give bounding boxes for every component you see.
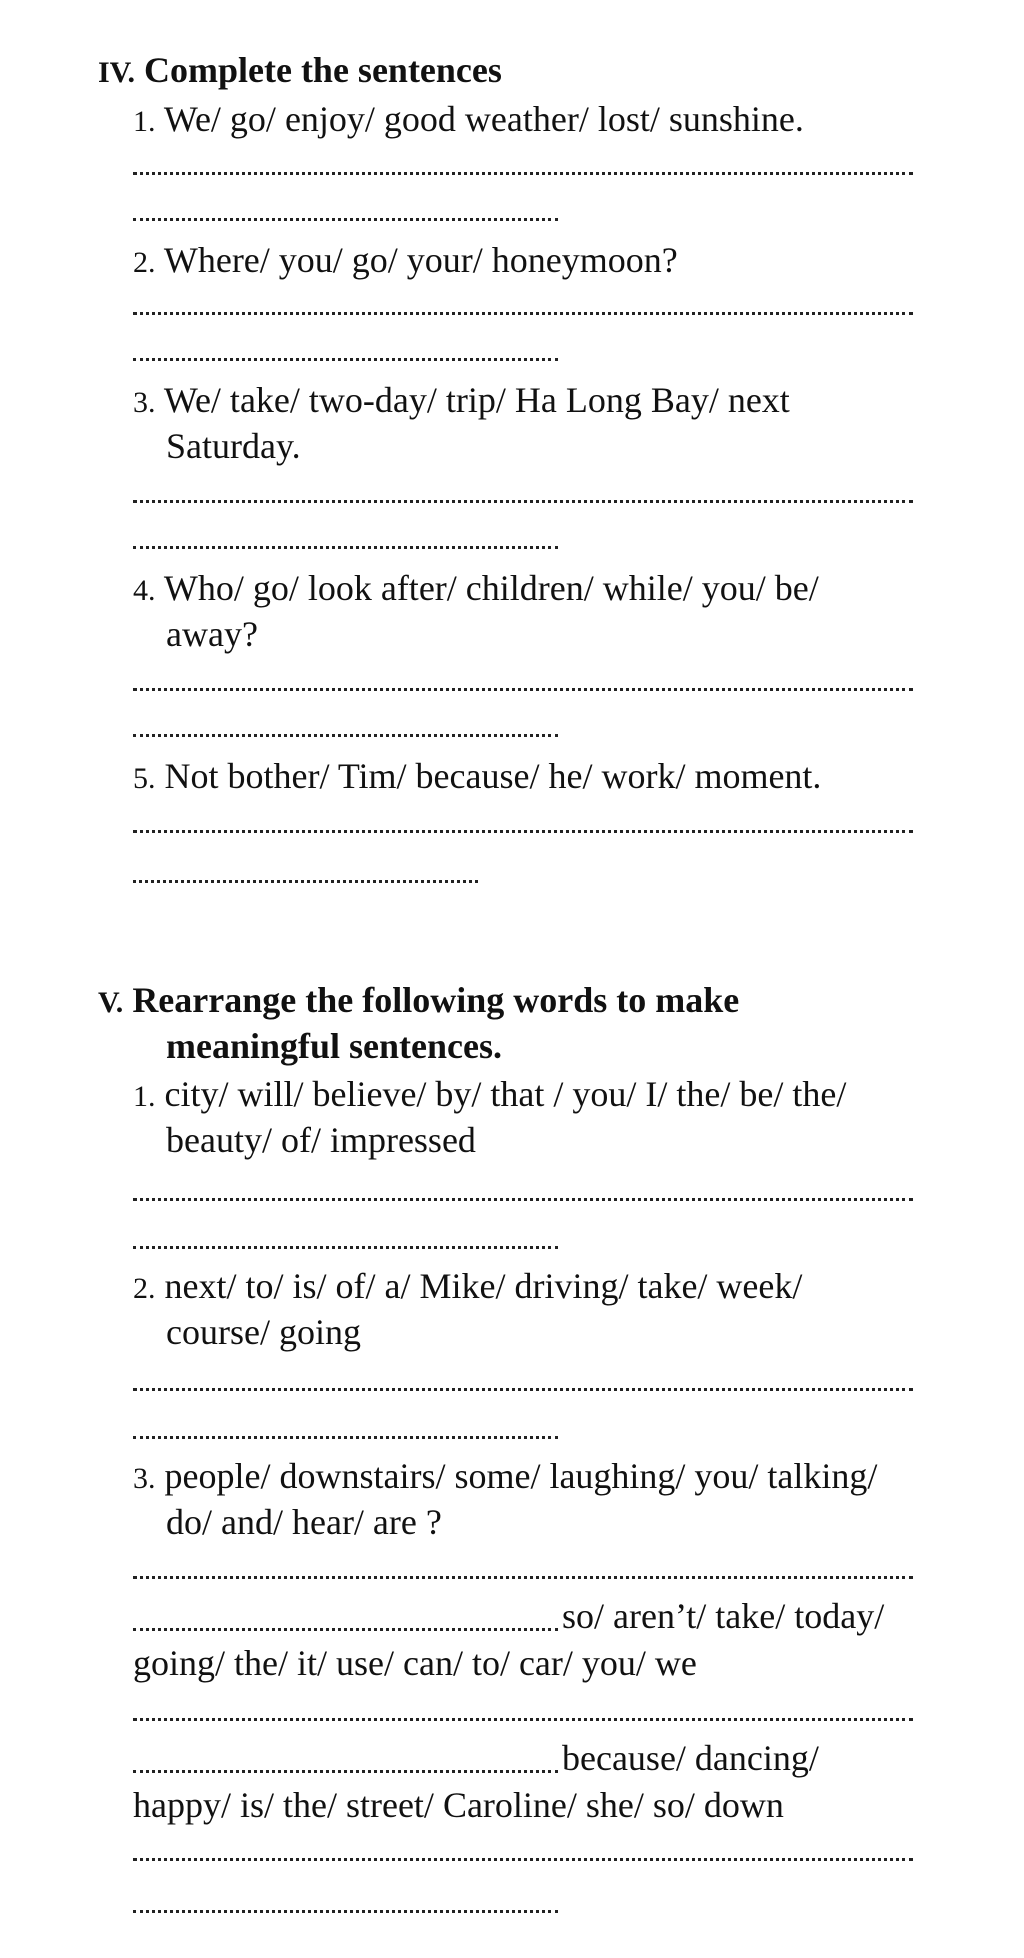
answer-line[interactable] bbox=[133, 830, 913, 833]
item-number: 3. bbox=[133, 386, 156, 419]
answer-line[interactable] bbox=[133, 546, 558, 549]
item-number: 1. bbox=[133, 105, 156, 138]
prompt-fragment: so/ aren’t/ take/ today/ bbox=[562, 1596, 885, 1636]
exercise-item bbox=[133, 1072, 846, 1119]
item-prompt-continuation: beauty/ of/ impressed bbox=[166, 1120, 476, 1160]
answer-line[interactable] bbox=[133, 1858, 913, 1861]
exercise-item bbox=[133, 378, 790, 425]
item-number: 4. bbox=[133, 574, 156, 607]
section-title: Rearrange the following words to make bbox=[132, 980, 740, 1020]
answer-line[interactable] bbox=[133, 1436, 558, 1439]
item-number: 1. bbox=[133, 1080, 156, 1113]
answer-line[interactable] bbox=[133, 172, 913, 175]
answer-line[interactable] bbox=[133, 1770, 558, 1773]
exercise-item bbox=[133, 238, 678, 285]
answer-line[interactable] bbox=[133, 312, 913, 315]
item-number: 5. bbox=[133, 762, 156, 795]
section-heading-v bbox=[98, 978, 739, 1025]
section-numeral: IV. bbox=[98, 56, 135, 89]
item-number: 2. bbox=[133, 246, 156, 279]
answer-line[interactable] bbox=[133, 1198, 913, 1201]
answer-line[interactable] bbox=[133, 1388, 913, 1391]
answer-line[interactable] bbox=[133, 1628, 558, 1631]
item-prompt: Not bother/ Tim/ because/ he/ work/ moment. bbox=[164, 756, 822, 796]
item-number: 3. bbox=[133, 1462, 156, 1495]
section-heading-iv bbox=[98, 48, 502, 95]
exercise-item bbox=[133, 754, 821, 801]
exercise-item bbox=[133, 1454, 877, 1501]
item-prompt-continuation: do/ and/ hear/ are ? bbox=[166, 1502, 442, 1542]
answer-line[interactable] bbox=[133, 734, 558, 737]
item-number: 2. bbox=[133, 1272, 156, 1305]
item-prompt: We/ take/ two-day/ trip/ Ha Long Bay/ next bbox=[163, 380, 790, 420]
item-prompt-continuation: Saturday. bbox=[166, 426, 301, 466]
section-numeral: V. bbox=[98, 986, 124, 1019]
answer-line[interactable] bbox=[133, 218, 558, 221]
item-prompt: Who/ go/ look after/ children/ while/ you/ be/ bbox=[163, 568, 819, 608]
answer-line[interactable] bbox=[133, 1910, 558, 1913]
section-title-continuation: meaningful sentences. bbox=[166, 1026, 502, 1066]
answer-line[interactable] bbox=[133, 358, 558, 361]
prompt-fragment: because/ dancing/ bbox=[562, 1738, 819, 1778]
answer-line[interactable] bbox=[133, 688, 913, 691]
answer-line[interactable] bbox=[133, 880, 478, 883]
answer-line[interactable] bbox=[133, 1576, 913, 1579]
exercise-item bbox=[133, 566, 819, 613]
answer-line[interactable] bbox=[133, 1718, 913, 1721]
answer-line[interactable] bbox=[133, 500, 913, 503]
item-prompt-continuation: away? bbox=[166, 614, 258, 654]
prompt-line: going/ the/ it/ use/ can/ to/ car/ you/ we bbox=[133, 1643, 697, 1683]
item-prompt: people/ downstairs/ some/ laughing/ you/ talking/ bbox=[164, 1456, 878, 1496]
section-title: Complete the sentences bbox=[143, 50, 502, 90]
answer-line[interactable] bbox=[133, 1246, 558, 1249]
prompt-line: happy/ is/ the/ street/ Caroline/ she/ so/ down bbox=[133, 1785, 784, 1825]
item-prompt-continuation: course/ going bbox=[166, 1312, 361, 1352]
item-prompt: city/ will/ believe/ by/ that / you/ I/ the/ be/ the/ bbox=[164, 1074, 847, 1114]
item-prompt: We/ go/ enjoy/ good weather/ lost/ sunshine. bbox=[163, 99, 804, 139]
item-prompt: next/ to/ is/ of/ a/ Mike/ driving/ take/ week/ bbox=[164, 1266, 803, 1306]
item-prompt: Where/ you/ go/ your/ honeymoon? bbox=[163, 240, 678, 280]
exercise-item bbox=[133, 97, 804, 144]
exercise-item bbox=[133, 1264, 802, 1311]
